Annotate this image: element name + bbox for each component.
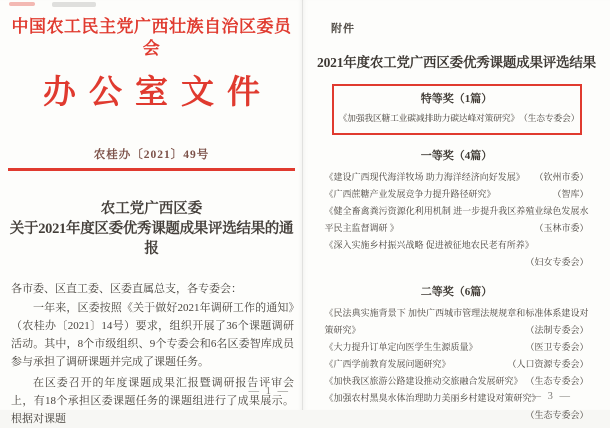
attachment-label: 附件 <box>331 23 355 35</box>
body-paragraph-2: 在区委召开的年度课题成果汇报暨调研报告评审会上，有18个承担区委课题任务的课题组进行了成果展示。根据对课题 <box>11 377 294 425</box>
award-entry <box>325 203 589 237</box>
entry-title: 《民法典实施背景下 加快广西城市管理法规规章和标准体系建设对策研究》 <box>324 308 589 335</box>
award-entry <box>325 356 589 373</box>
entry-org: （生态专委会） <box>519 113 580 123</box>
award-entry <box>338 110 580 126</box>
entry-title: 《加快我区旅游公路建设推动交旅融合发展研究》 <box>324 376 523 386</box>
award-entry <box>325 339 589 356</box>
body-paragraph-1: 一年来，区委按照《关于做好2021年调研工作的通知》（农桂办〔2021〕14号）要求，组织开展了36个课题调研活动。其中，8个市级组织、9个专委会和6名区委智库成员参与承担了调研课题并完成了课题任务。 <box>11 302 294 368</box>
issuing-org-header: 中国农工民主党广西壮族自治区委员会 <box>11 17 292 58</box>
award-entry <box>325 305 589 339</box>
page-right <box>303 0 610 420</box>
scan-artifact <box>9 2 35 6</box>
section-heading-first-prize: 一等奖（4篇） <box>420 150 493 162</box>
award-entry <box>325 373 589 390</box>
special-award-highlight-box <box>332 84 582 135</box>
entry-title: 《加强我区糖工业碳减排助力碳达峰对策研究》 <box>338 113 520 123</box>
scan-artifact <box>52 2 96 7</box>
entry-title: 《深入实施乡村振兴战略 促进被征地农民老有所养》 <box>324 240 534 250</box>
entry-org: （法制专委会） <box>525 325 589 335</box>
second-prize-entries <box>325 305 589 424</box>
document-number: 农桂办〔2021〕49号 <box>93 149 210 161</box>
entry-org: （智库） <box>552 189 589 199</box>
salutation: 各市委、区直工委、区委直属总支，各专委会： <box>11 283 242 295</box>
entry-title: 《大力提升订单定向医学生生源质量》 <box>324 342 478 352</box>
entry-org: （妇女专委会） <box>525 257 589 267</box>
entry-title: 《广西学前教育发展问题研究》 <box>324 359 451 369</box>
entry-org: （钦州市委） <box>534 172 589 182</box>
entry-org: （人口资源专委会） <box>507 359 589 369</box>
entry-title: 《建设广西现代海洋牧场 助力海洋经济向好发展》 <box>324 172 525 182</box>
entry-org: （玉林市委） <box>534 223 589 233</box>
office-document-title: 办公室文件 <box>43 73 273 110</box>
red-divider <box>8 168 295 171</box>
page-seam-divider <box>302 0 303 410</box>
award-entry <box>325 169 589 186</box>
page-left <box>0 0 303 425</box>
section-heading-second-prize: 二等奖（6篇） <box>420 286 493 298</box>
award-entry <box>325 237 589 271</box>
section-heading-special: 特等奖（1篇） <box>420 93 493 105</box>
results-title: 2021年度农工党广西区委优秀课题成果评选结果 <box>317 55 596 70</box>
entry-org: （生态专委会） <box>525 376 589 386</box>
first-prize-entries <box>325 169 589 271</box>
notice-title <box>0 199 303 259</box>
page-number-left: — 1 — <box>248 386 290 397</box>
entry-title: 《广西蔗糖产业发展竞争力提升路径研究》 <box>324 189 496 199</box>
entry-org: （医卫专委会） <box>525 342 589 352</box>
award-entry <box>325 186 589 203</box>
entry-title: 《加强农村黑臭水体治理助力美丽乡村建设对策研究》 <box>324 393 541 403</box>
page-number-right: — 3 — <box>530 391 572 402</box>
entry-title: 《健全畜禽粪污资源化利用机制 进一步提升我区养殖业绿色发展水平民主监督调研 》 <box>324 206 589 233</box>
notice-title-line1: 农工党广西区委 <box>100 201 203 217</box>
notice-title-line2: 关于2021年度区委优秀课题成果评选结果的通报 <box>9 221 294 257</box>
entry-org: （生态专委会） <box>525 410 589 420</box>
